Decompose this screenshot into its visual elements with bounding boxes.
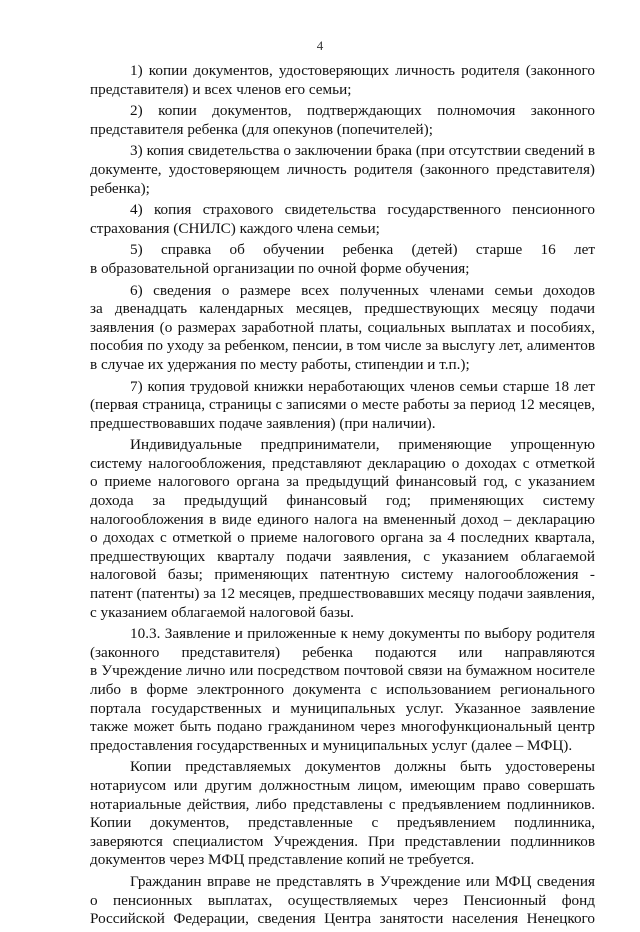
text-line: 2) копии документов, подтверждающих полномочия законного — [130, 102, 595, 120]
paragraph — [90, 873, 595, 929]
text-line: 10.3. Заявление и приложенные к нему документы по выбору родителя — [130, 625, 595, 643]
text-line: предшествовавших подаче заявления) (при наличии). — [90, 414, 436, 432]
paragraph — [90, 378, 595, 434]
paragraph — [90, 62, 595, 99]
text-line: систему налогообложения, представляют декларацию о доходах с отметкой — [90, 454, 595, 472]
text-line: (законного представителя) ребенка подаются или направляются — [90, 643, 595, 661]
text-line: также может быть подано гражданином через многофункциональный центр — [90, 718, 595, 736]
text-line: пособия по уходу за ребенком, пенсии, в том числе за выслугу лет, алиментов — [90, 337, 595, 355]
text-line: 5) справка об обучении ребенка (детей) старше 16 лет — [130, 241, 595, 259]
paragraph — [90, 436, 595, 622]
text-line: о доходах с отметкой о приеме налогового органа за 4 последних квартала, — [90, 529, 595, 547]
text-line: с указанием облагаемой налоговой базы. — [90, 603, 354, 621]
text-line: о приеме налогового органа за предыдущий финансовый год, с указанием — [90, 473, 595, 491]
text-line: налогообложения в виде единого налога на вмененный доход – декларацию — [90, 510, 595, 528]
paragraph — [90, 625, 595, 755]
text-line: в случае их удержания по месту работы, стипендии и т.п.); — [90, 355, 470, 373]
page-number: 4 — [316, 38, 324, 53]
paragraph — [90, 758, 595, 870]
paragraph — [90, 241, 595, 278]
document-body — [90, 62, 595, 932]
text-line: предшествующих кварталу подачи заявления, с указанием облагаемой — [90, 547, 595, 565]
paragraph — [90, 282, 595, 375]
text-line: 3) копия свидетельства о заключении брака (при отсутствии сведений в — [130, 142, 595, 160]
text-line: предоставления государственных и муниципальных услуг (далее – МФЦ). — [90, 736, 573, 754]
text-line: ребенка); — [90, 179, 150, 197]
text-line: либо в форме электронного документа с использованием регионального — [90, 681, 595, 698]
paragraph — [90, 201, 595, 238]
text-line: о пенсионных выплатах, осуществляемых через Пенсионный фонд — [90, 891, 595, 909]
text-line: страхования (СНИЛС) каждого члена семьи; — [90, 219, 380, 237]
text-line: за двенадцать календарных месяцев, предшествующих месяцу подачи — [90, 300, 595, 318]
text-line: налоговой базы; применяющих патентную систему налогообложения - — [90, 566, 595, 584]
text-line: дохода за предыдущий финансовый год; применяющих систему — [90, 492, 595, 510]
text-line: Индивидуальные предприниматели, применяющие упрощенную — [130, 436, 595, 454]
text-line: 4) копия страхового свидетельства государственного пенсионного — [130, 201, 595, 219]
text-line: Копии представляемых документов должны быть удостоверены — [130, 758, 595, 776]
paragraph — [90, 102, 595, 139]
paragraph — [90, 142, 595, 198]
text-line: (первая страница, страницы с записями о месте работы за период 12 месяцев, — [90, 396, 595, 414]
text-line: заявления (о размерах заработной платы, социальных выплатах и пособиях, — [90, 318, 595, 336]
text-line: нотариусом или другим должностным лицом, имеющим право совершать — [90, 776, 595, 794]
text-line: 6) сведения о размере всех полученных членами семьи доходов — [130, 281, 595, 299]
text-line: патент (патенты) за 12 месяцев, предшествовавших месяцу подачи заявления, — [90, 585, 595, 603]
text-line: заверяются специалистом Учреждения. При представлении подлинников — [90, 832, 595, 850]
text-line: документе, удостоверяющем личность родителя (законного представителя) — [90, 160, 595, 178]
text-line: документов через МФЦ представление копий не требуется. — [90, 851, 475, 869]
text-line: Копии документов, представленные с предъявлением подлинника, — [90, 814, 595, 832]
text-line: 1) копии документов, удостоверяющих личность родителя (законного — [130, 62, 595, 79]
text-line: в Учреждение лично или посредством почтовой связи на бумажном носителе — [90, 662, 595, 680]
text-line: представителя ребенка (для опекунов (попечителей); — [90, 120, 433, 138]
text-line: 7) копия трудовой книжки неработающих членов семьи старше 18 лет — [130, 377, 595, 395]
text-line: нотариальные действия, либо представлены с предъявлением подлинников. — [90, 795, 595, 813]
text-line: представителя) и всех членов его семьи; — [90, 80, 352, 98]
text-line: Гражданин вправе не представлять в Учреждение или МФЦ сведения — [130, 872, 595, 890]
text-line: портала государственных и муниципальных услуг. Указанное заявление — [90, 699, 595, 717]
text-line: в образовательной организации по очной форме обучения; — [90, 259, 470, 277]
text-line: Российской Федерации, сведения Центра занятости населения Ненецкого — [90, 910, 595, 928]
